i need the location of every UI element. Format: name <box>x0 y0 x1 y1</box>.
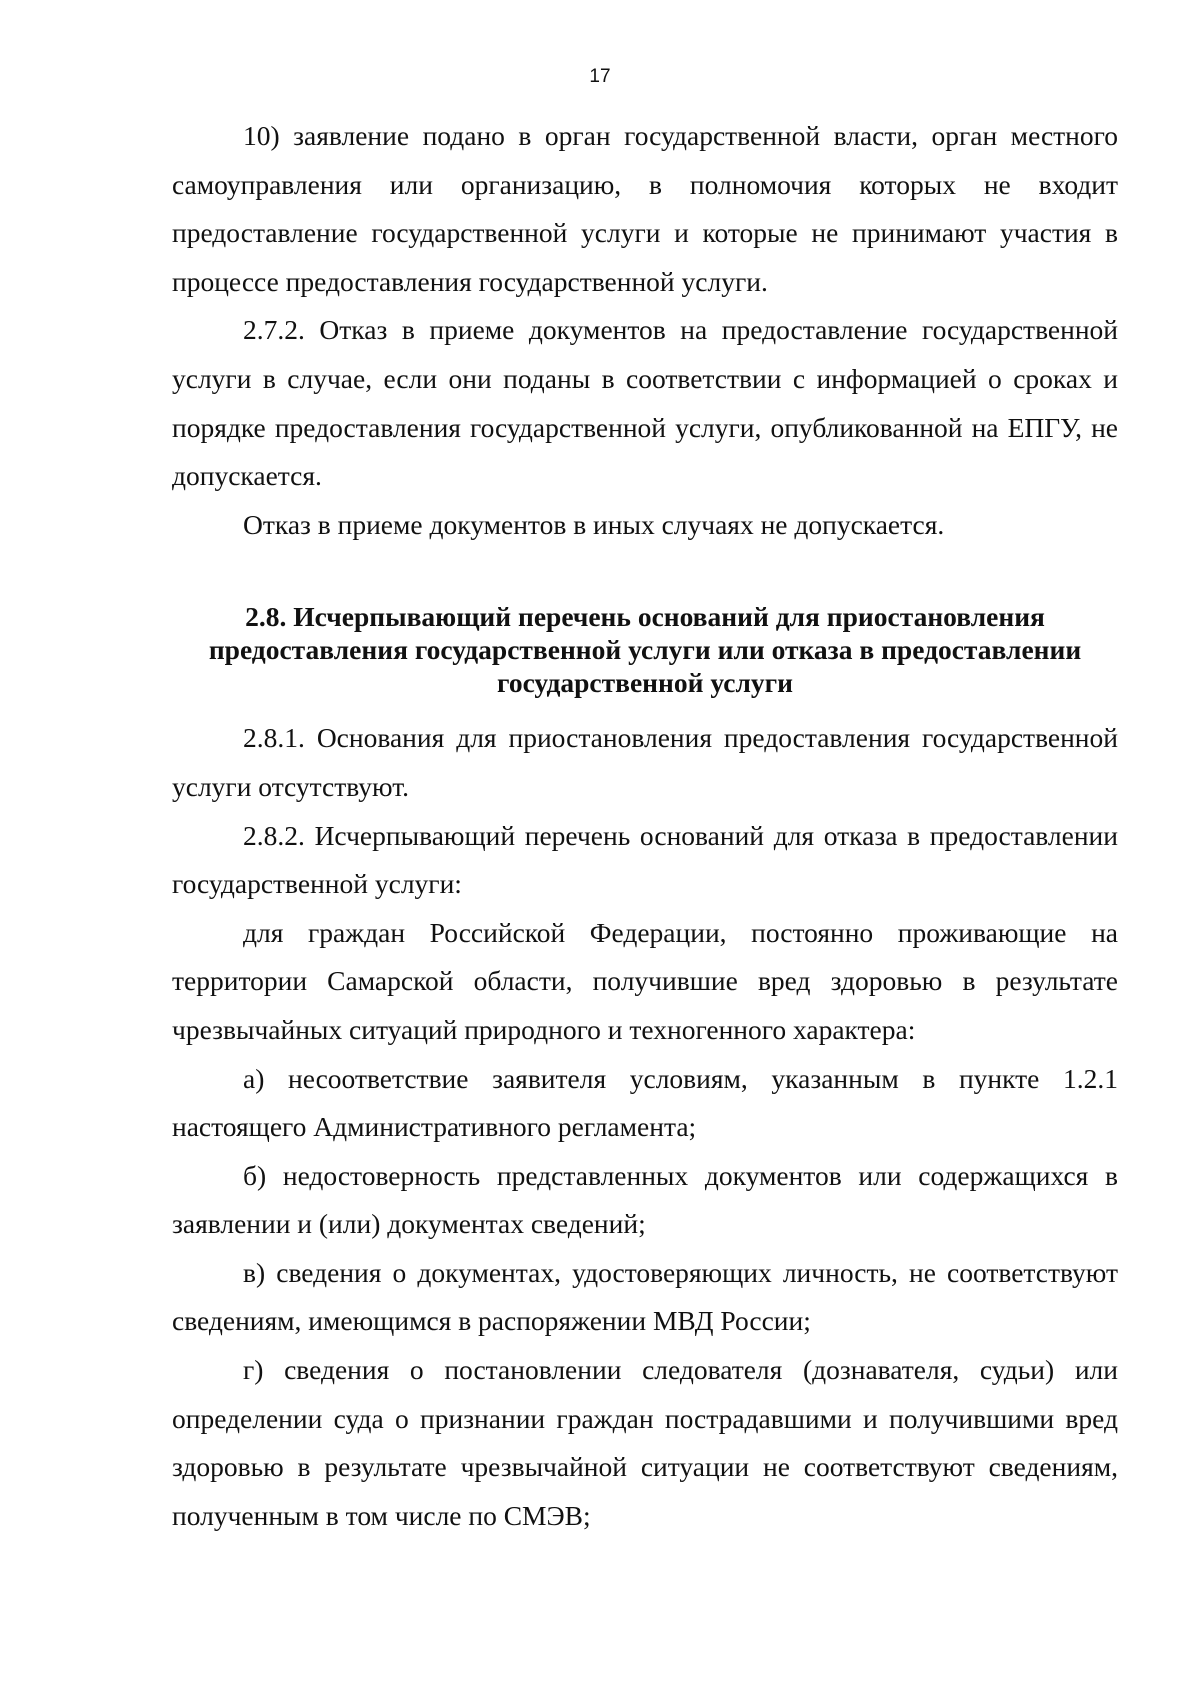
paragraph-2-7-2: 2.7.2. Отказ в приеме документов на предоставление государственной услуги в случае, если они поданы в соответствии с информацией о сроках и порядке предоставления государственной услуги, опубликованной на ЕПГУ, не допускается. <box>172 314 1118 492</box>
paragraph-2-8-1: 2.8.1. Основания для приостановления предоставления государственной услуги отсутствуют. <box>172 722 1118 802</box>
list-item-b: б) недостоверность представленных документов или содержащихся в заявлении и (или) документах сведений; <box>172 1159 1118 1240</box>
paragraph-2-8-2: 2.8.2. Исчерпывающий перечень оснований для отказа в предоставлении государственной услуги: <box>172 819 1118 900</box>
paragraph-citizens-condition: для граждан Российской Федерации, постоянно проживающие на территории Самарской области, получившие вред здоровью в результате чрезвычайных ситуаций природного и техногенного характера: <box>172 916 1118 1045</box>
paragraph-refusal-other-cases: Отказ в приеме документов в иных случаях не допускается. <box>243 508 945 540</box>
section-heading-2-8: 2.8. Исчерпывающий перечень оснований для приостановления предоставления государственной услуги или отказа в предоставлении государственной услуги <box>208 601 1082 699</box>
list-item-v: в) сведения о документах, удостоверяющих личность, не соответствуют сведениям, имеющимся в распоряжении МВД России; <box>172 1256 1118 1337</box>
list-item-a: а) несоответствие заявителя условиям, указанным в пункте 1.2.1 настоящего Административного регламента; <box>172 1062 1118 1143</box>
document-body <box>172 112 1118 1540</box>
page-number: 17 <box>589 66 611 87</box>
paragraph-item-10: 10) заявление подано в орган государственной власти, орган местного самоуправления или организацию, в полномочия которых не входит предоставление государственной услуги и которые не принимают участия в процессе предоставления государственной услуги. <box>172 120 1118 297</box>
list-item-g: г) сведения о постановлении следователя (дознавателя, судьи) или определении суда о признании граждан пострадавшими и получившими вред здоровью в результате чрезвычайной ситуации не соответствуют сведениям, полученным в том числе по СМЭВ; <box>172 1354 1118 1531</box>
